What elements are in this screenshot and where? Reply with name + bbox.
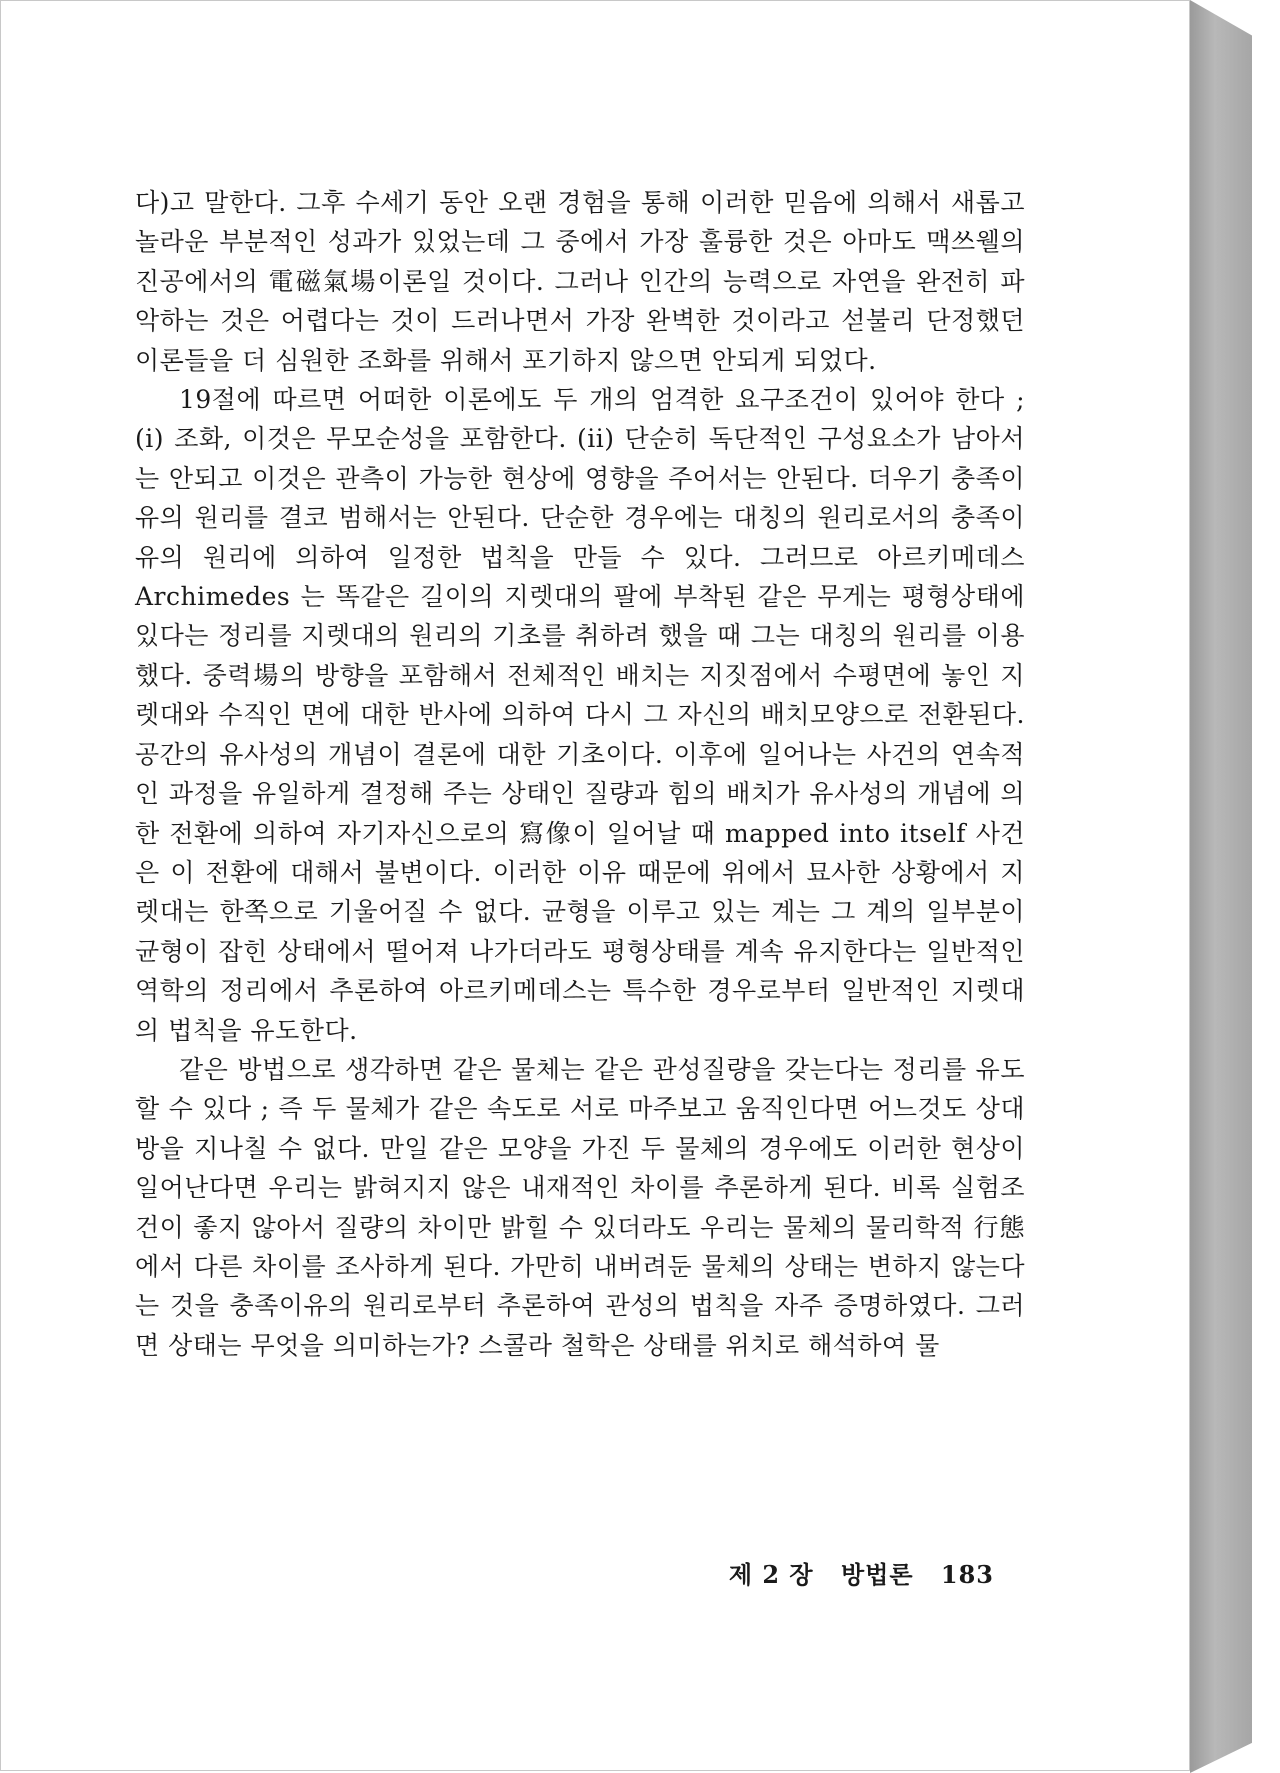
book-page-edge <box>1190 0 1252 1773</box>
page-number: 183 <box>940 1560 994 1589</box>
paragraph: 다)고 말한다. 그후 수세기 동안 오랜 경험을 통해 이러한 믿음에 의해서 새롭고 놀라운 부분적인 성과가 있었는데 그 중에서 가장 훌륭한 것은 아마도 맥쓰웰의 진공에서의 電磁氣場이론일 것이다. 그러나 인간의 능력으로 자연을 완전히 파악하는 것은 어렵다는 것이 드러나면서 가장 완벽한 것이라고 섣불리 단정했던 이론들을 더 심원한 조화를 위해서 포기하지 않으면 안되게 되었다. <box>135 188 1025 375</box>
body-text <box>135 183 1025 1365</box>
running-footer <box>729 1555 994 1590</box>
chapter-title: 방법론 <box>840 1560 914 1589</box>
chapter-label: 제 2 장 <box>728 1560 814 1589</box>
paragraph: 같은 방법으로 생각하면 같은 물체는 같은 관성질량을 갖는다는 정리를 유도할 수 있다 ; 즉 두 물체가 같은 속도로 서로 마주보고 움직인다면 어느것도 상대방을 지나칠 수 없다. 만일 같은 모양을 가진 두 물체의 경우에도 이러한 현상이 일어난다면 우리는 밝혀지지 않은 내재적인 차이를 추론하게 된다. 비록 실험조건이 좋지 않아서 질량의 차이만 밝힐 수 있더라도 우리는 물체의 물리학적 行態에서 다른 차이를 조사하게 된다. 가만히 내버려둔 물체의 상태는 변하지 않는다는 것을 충족이유의 원리로부터 추론하여 관성의 법칙을 자주 증명하였다. 그러면 상태는 무엇을 의미하는가? 스콜라 철학은 상태를 위치로 해석하여 물 <box>135 1054 1025 1360</box>
paragraph: 19절에 따르면 어떠한 이론에도 두 개의 엄격한 요구조건이 있어야 한다 ; (i) 조화, 이것은 무모순성을 포함한다. (ii) 단순히 독단적인 구성요소가 남아서는 안되고 이것은 관측이 가능한 현상에 영향을 주어서는 안된다. 더우기 충족이유의 원리를 결코 범해서는 안된다. 단순한 경우에는 대칭의 원리로서의 충족이유의 원리에 의하여 일정한 법칙을 만들 수 있다. 그러므로 아르키메데스 Archimedes 는 똑같은 길이의 지렛대의 팔에 부착된 같은 무게는 평형상태에 있다는 정리를 지렛대의 원리의 기초를 취하려 했을 때 그는 대칭의 원리를 이용했다. 중력場의 방향을 포함해서 전체적인 배치는 지짓점에서 수평면에 놓인 지렛대와 수직인 면에 대한 반사에 의하여 다시 그 자신의 배치모양으로 전환된다. 공간의 유사성의 개념이 결론에 대한 기초이다. 이후에 일어나는 사건의 연속적인 과정을 유일하게 결정해 주는 상태인 질량과 힘의 배치가 유사성의 개념에 의한 전환에 의하여 자기자신으로의 寫像이 일어날 때 mapped into itself 사건은 이 전환에 대해서 불변이다. 이러한 이유 때문에 위에서 묘사한 상황에서 지렛대는 한쪽으로 기울어질 수 없다. 균형을 이루고 있는 계는 그 계의 일부분이 균형이 잡힌 상태에서 떨어져 나가더라도 평형상태를 계속 유지한다는 일반적인 역학의 정리에서 추론하여 아르키메데스는 특수한 경우로부터 일반적인 지렛대의 법칙을 유도한다. <box>135 385 1025 1045</box>
